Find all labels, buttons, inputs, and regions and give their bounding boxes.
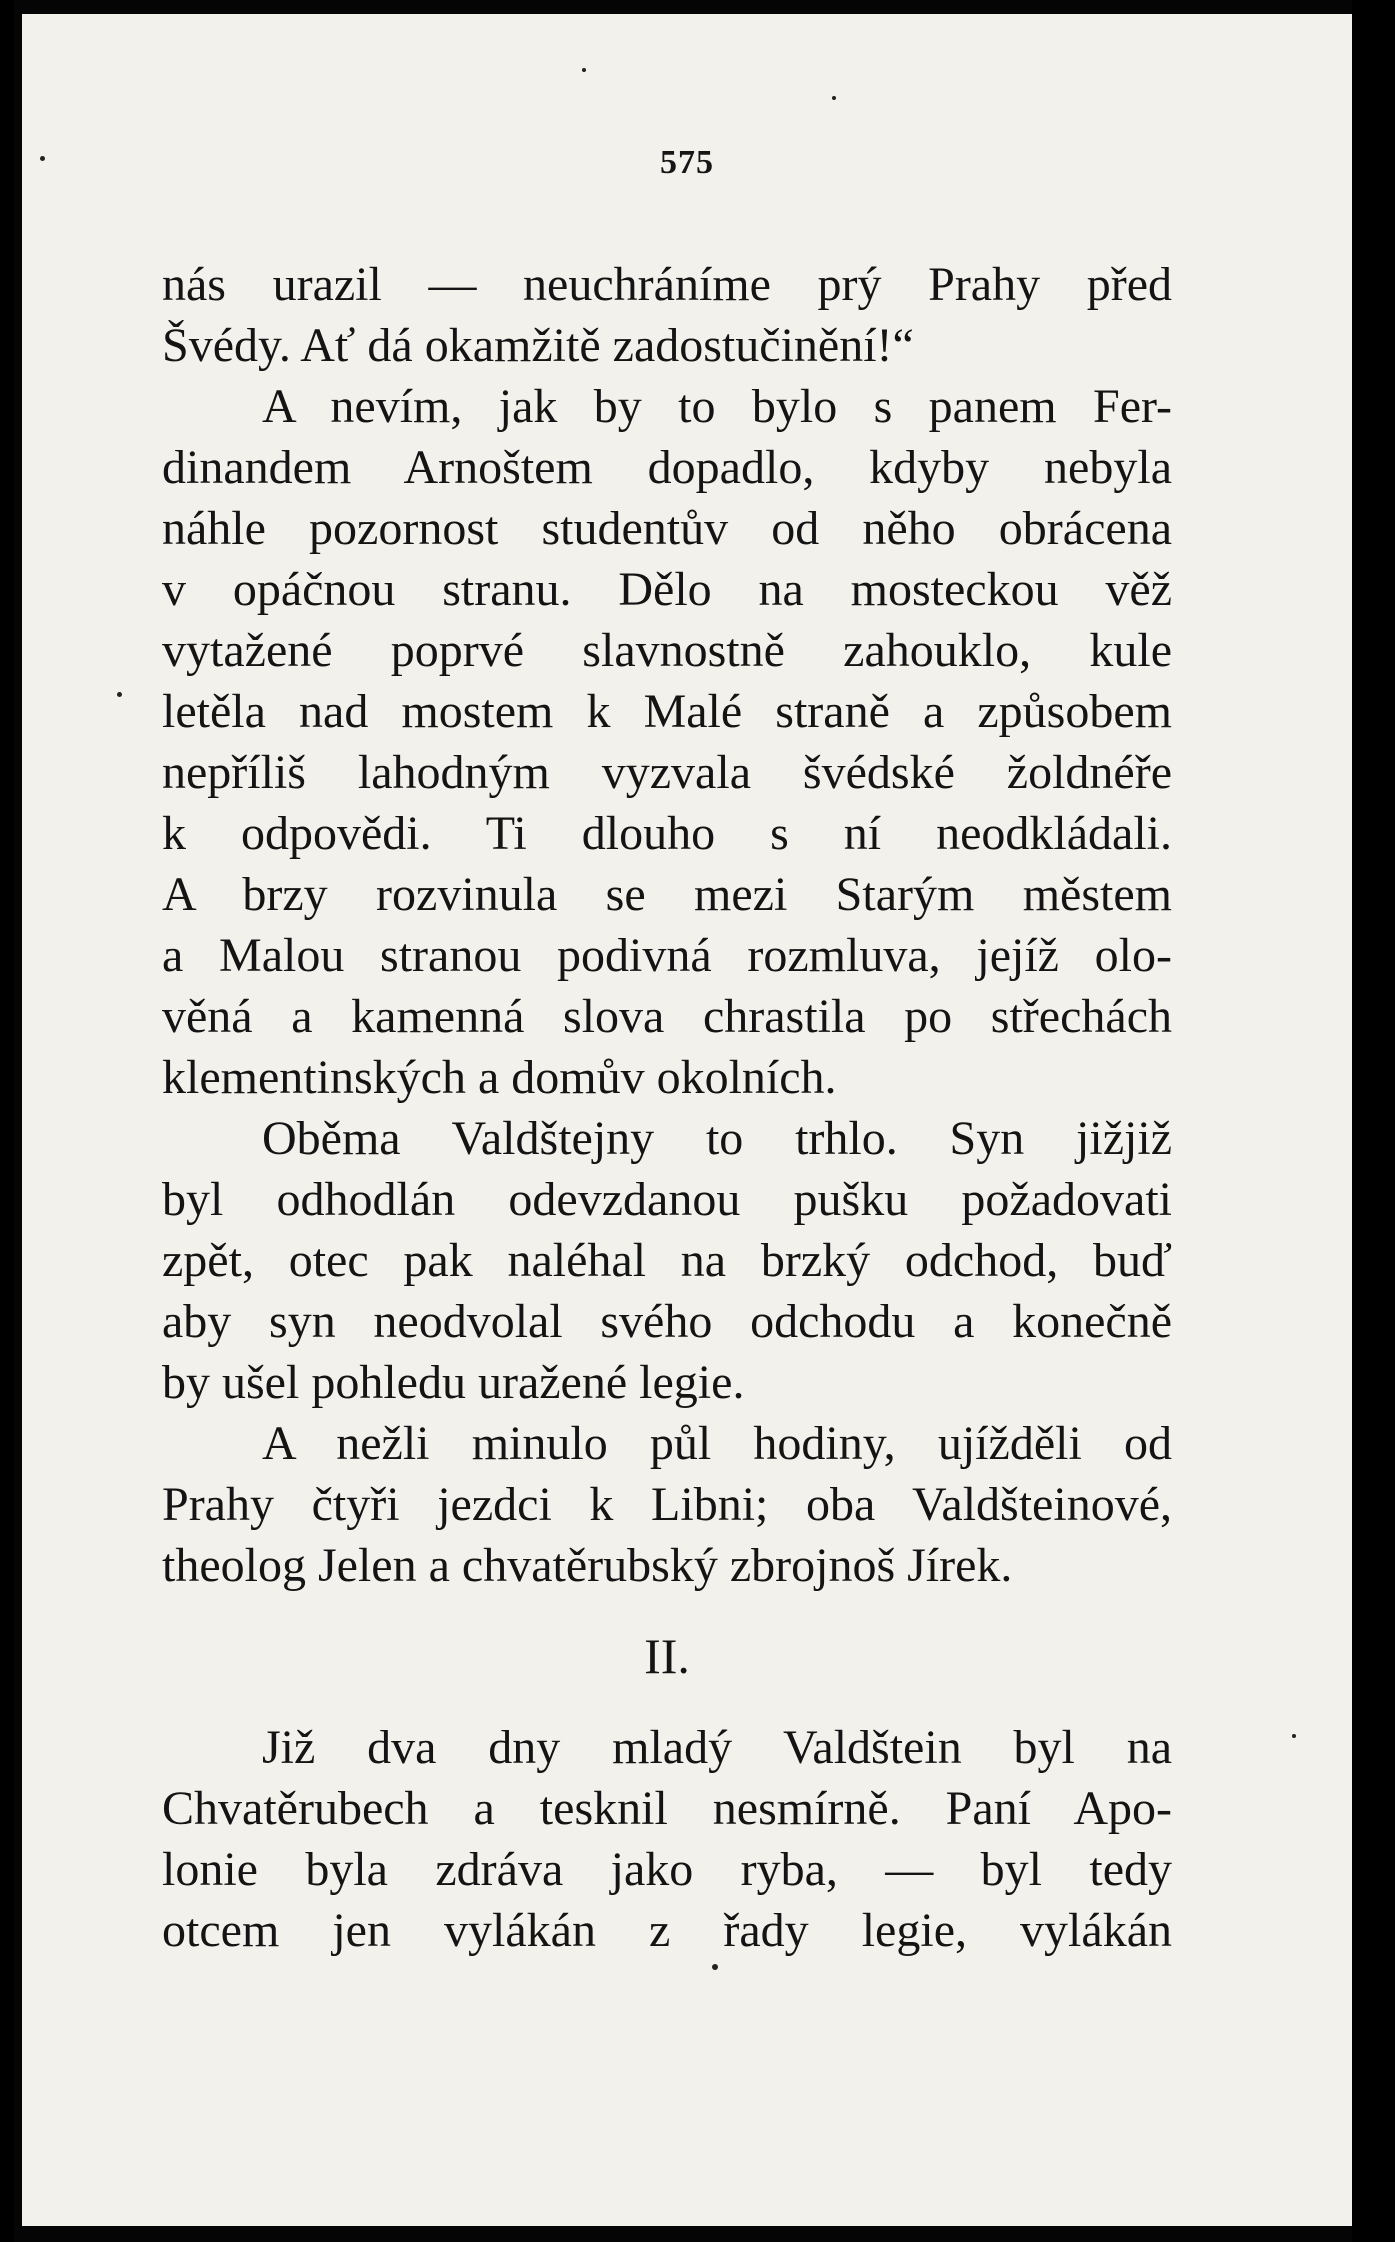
text-line: náhle pozornost studentův od něho obrácena [162,502,1172,555]
paragraph-4 [162,1413,1172,1596]
text-line: Prahy čtyři jezdci k Libni; oba Valdšteinové, [162,1478,1172,1531]
text-line: v opáčnou stranu. Dělo na mosteckou věž [162,563,1172,616]
scan-border-right [1352,0,1395,2242]
text-line: a Malou stranou podivná rozmluva, jejíž olo- [162,929,1172,982]
scan-speck [40,156,45,161]
text-line: theolog Jelen a chvatěrubský zbrojnoš Jírek. [162,1539,1013,1592]
text-line: Již dva dny mladý Valdštein byl na [262,1721,1172,1774]
scan-speck [712,1964,718,1970]
text-line: Chvatěrubech a tesknil nesmírně. Paní Apo- [162,1782,1172,1835]
scan-border-left [0,0,14,2242]
paragraph-2 [162,376,1172,1108]
text-line: Oběma Valdštejny to trhlo. Syn jižjiž [262,1112,1172,1165]
text-line: A nežli minulo půl hodiny, ujížděli od [262,1417,1172,1470]
paragraph-3 [162,1108,1172,1413]
text-line: aby syn neodvolal svého odchodu a konečně [162,1295,1172,1348]
text-line: věná a kamenná slova chrastila po střechách [162,990,1172,1043]
text-line: nás urazil — neuchráníme prý Prahy před [162,258,1172,311]
book-page [22,14,1352,2226]
text-line: vytažené poprvé slavnostně zahouklo, kule [162,624,1172,677]
paragraph-1 [162,254,1172,376]
paragraph-5 [162,1717,1172,1961]
scan-speck [582,68,586,72]
text-line: zpět, otec pak naléhal na brzký odchod, buď [162,1234,1172,1287]
text-line: Švédy. Ať dá okamžitě zadostučinění!“ [162,319,914,372]
text-line: by ušel pohledu uražené legie. [162,1356,745,1409]
text-line: dinandem Arnoštem dopadlo, kdyby nebyla [162,441,1172,494]
section-heading: II. [644,1628,690,1684]
text-line: A brzy rozvinula se mezi Starým městem [162,868,1172,921]
text-line: k odpovědi. Ti dlouho s ní neodkládali. [162,807,1172,860]
text-line: klementinských a domův okolních. [162,1051,837,1104]
text-line: otcem jen vylákán z řady legie, vylákán [162,1904,1172,1957]
text-line: A nevím, jak by to bylo s panem Fer- [262,380,1172,433]
page-number: 575 [660,144,714,181]
scan-speck [1292,1734,1296,1738]
text-line: letěla nad mostem k Malé straně a způsobem [162,685,1172,738]
text-line: lonie byla zdráva jako ryba, — byl tedy [162,1843,1172,1896]
scan-speck [117,692,122,697]
scan-speck [832,96,836,100]
text-line: byl odhodlán odevzdanou pušku požadovati [162,1173,1172,1226]
text-line: nepříliš lahodným vyzvala švédské žoldnéře [162,746,1172,799]
body-text [162,254,1172,1961]
